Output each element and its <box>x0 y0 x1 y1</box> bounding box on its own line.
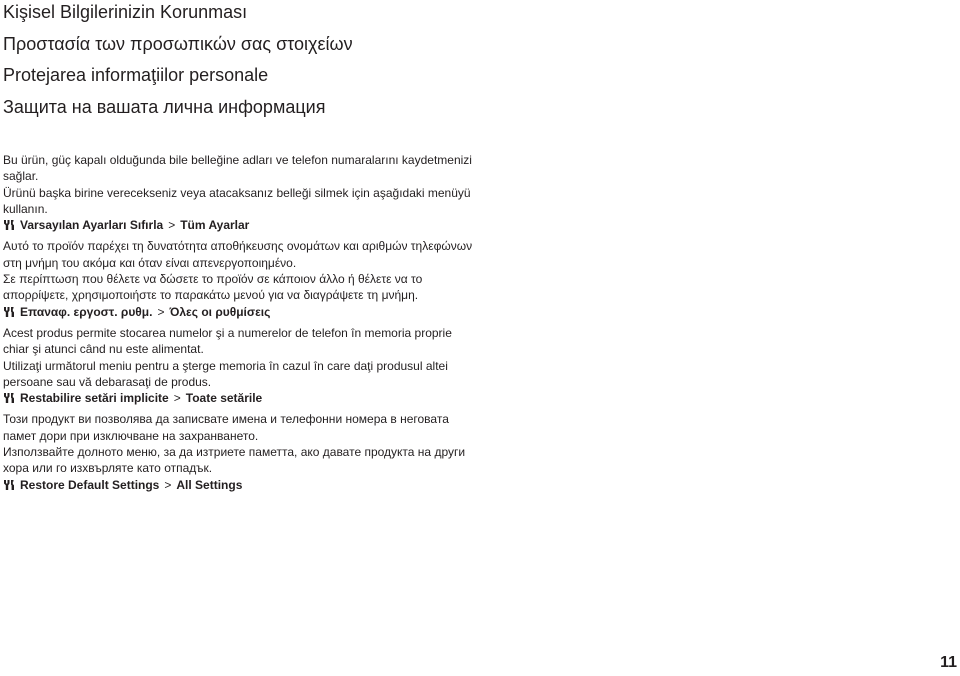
page-number: 11 <box>940 654 957 671</box>
menu-item: All Settings <box>176 477 243 492</box>
settings-wrench-icon <box>3 392 15 404</box>
menu-path <box>3 304 473 320</box>
menu-path <box>3 217 473 233</box>
menu-separator: > <box>157 304 165 319</box>
menu-item: Όλες οι ρυθμίσεις <box>169 304 271 319</box>
paragraph: Използвайте долното меню, за да изтриете паметта, ако давате продукта на други хора или го изхвърляте като отпадък. <box>3 445 466 476</box>
menu-path <box>3 477 473 493</box>
menu-item: Varsayılan Ayarları Sıfırla <box>20 218 164 233</box>
settings-wrench-icon <box>3 306 15 318</box>
paragraph: Utilizaţi următorul meniu pentru a şterge memoria în cazul în care daţi produsul altei persoane sau vă debarasaţi de produs. <box>3 358 448 389</box>
section-turkish <box>3 152 473 233</box>
paragraph: Σε περίπτωση που θέλετε να δώσετε το προϊόν σε κάποιον άλλο ή θέλετε να το απορρίψετε, χρησιμοποιήστε το παρακάτω μενού για να διαγράψετε τη μνήμη. <box>3 272 423 303</box>
menu-item: Restore Default Settings <box>20 477 160 492</box>
menu-item: Επαναφ. εργοστ. ρυθμ. <box>20 304 153 319</box>
titles <box>3 2 353 128</box>
menu-item: Restabilire setări implicite <box>20 391 169 406</box>
section-bulgarian <box>3 411 473 492</box>
title-greek: Προστασία των προσωπικών σας στοιχείων <box>3 33 353 54</box>
paragraph: Ürünü başka birine verecekseniz veya atacaksanız belleği silmek için aşağıdaki menüyü kullanın. <box>3 185 471 216</box>
menu-separator: > <box>173 391 181 406</box>
title-turkish: Kişisel Bilgilerinizin Korunması <box>3 2 248 22</box>
menu-separator: > <box>168 218 176 233</box>
menu-item: Toate setările <box>185 391 263 406</box>
title-bulgarian: Защита на вашата лична информация <box>3 96 326 117</box>
content <box>3 152 473 493</box>
settings-wrench-icon <box>3 219 15 231</box>
paragraph: Този продукт ви позволява да записвате имена и телефонни номера в неговата памет дори при изключване на захранването. <box>3 412 449 443</box>
paragraph: Αυτό το προϊόν παρέχει τη δυνατότητα αποθήκευσης ονομάτων και αριθμών τηλεφώνων στη μνήμη του ακόμα και όταν είναι απενεργοποιημένο. <box>3 239 473 270</box>
menu-item: Tüm Ayarlar <box>180 218 250 233</box>
section-romanian <box>3 325 473 406</box>
settings-wrench-icon <box>3 479 15 491</box>
section-greek <box>3 238 473 319</box>
paragraph: Bu ürün, güç kapalı olduğunda bile belleğine adları ve telefon numaralarını kaydetmenizi sağlar. <box>3 153 472 184</box>
title-romanian: Protejarea informaţiilor personale <box>3 65 269 85</box>
menu-separator: > <box>164 477 172 492</box>
paragraph: Acest produs permite stocarea numelor şi a numerelor de telefon în memoria proprie chiar şi atunci când nu este alimentat. <box>3 325 452 357</box>
menu-path <box>3 390 473 406</box>
